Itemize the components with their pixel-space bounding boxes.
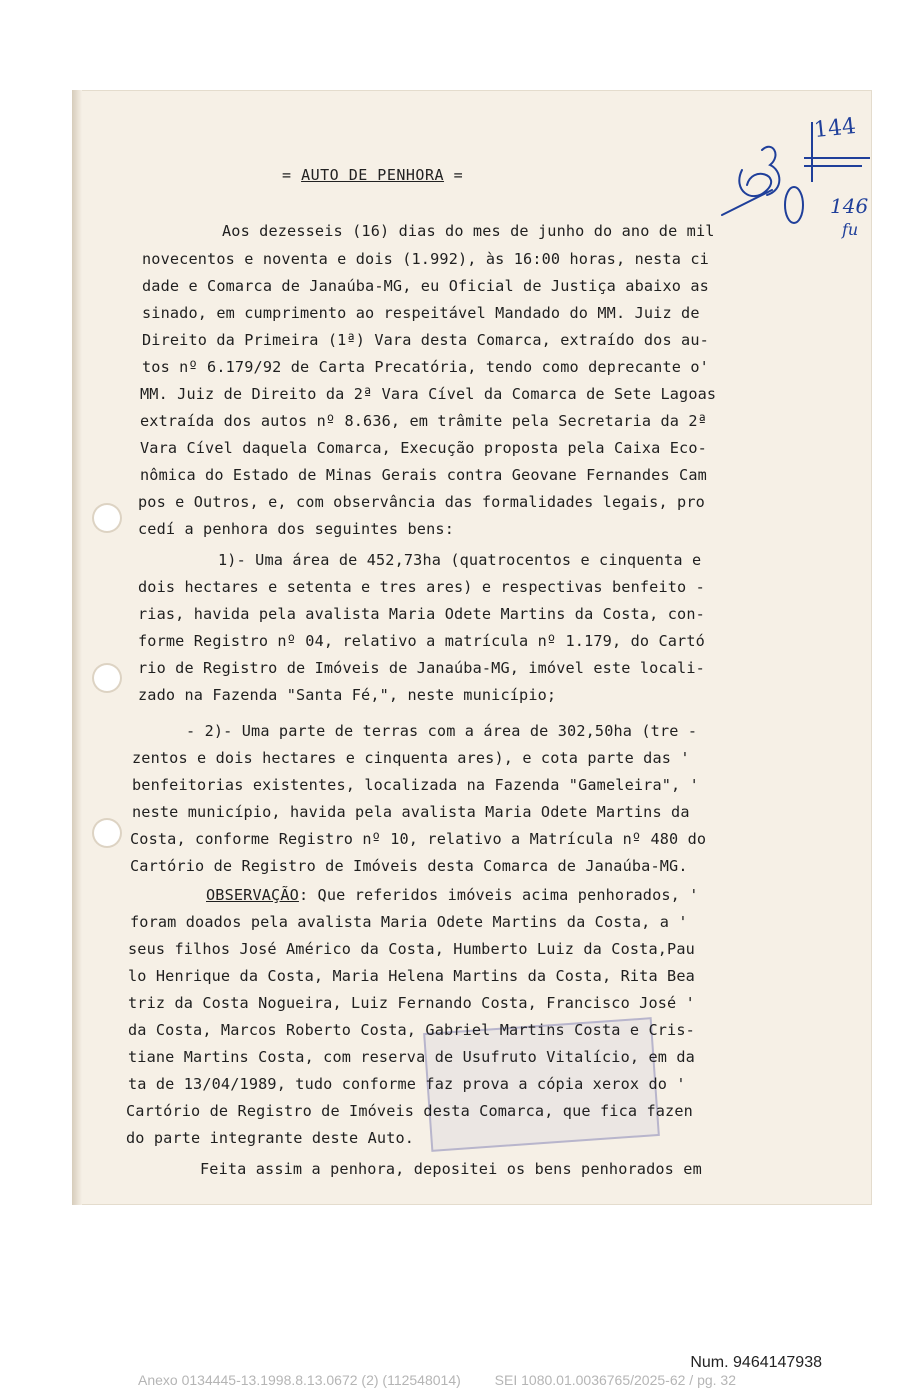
text-line: cedí a penhora dos seguintes bens: [138,520,454,538]
text-line: Direito da Primeira (1ª) Vara desta Comarca, extraído dos au- [142,331,709,349]
sei-reference: SEI 1080.01.0036765/2025-62 / pg. 32 [494,1372,736,1388]
text-line: seus filhos José Américo da Costa, Humberto Luiz da Costa,Pau [128,940,695,958]
text-line: do parte integrante deste Auto. [126,1129,415,1147]
text-line: Aos dezesseis (16) dias do mes de junho do ano de mil [222,222,715,240]
text-line: Cartório de Registro de Imóveis desta Comarca de Janaúba-MG. [130,857,688,875]
text-line: MM. Juiz de Direito da 2ª Vara Cível da Comarca de Sete Lagoas [140,385,717,403]
text-line: dade e Comarca de Janaúba-MG, eu Oficial de Justiça abaixo as [142,277,709,295]
scanned-page [72,90,872,1205]
text-line: zentos e dois hectares e cinquenta ares), e cota parte das ' [132,749,690,767]
text-line: forme Registro nº 04, relativo a matrícula nº 1.179, do Cartó [138,632,705,650]
observation-line [206,886,699,904]
text-line: ta de 13/04/1989, tudo conforme faz prova a cópia xerox do ' [128,1075,686,1093]
text-line: Vara Cível daquela Comarca, Execução proposta pela Caixa Eco- [140,439,707,457]
text-line: triz da Costa Nogueira, Luiz Fernando Costa, Francisco José ' [128,994,695,1012]
text-line: dois hectares e setenta e tres ares) e respectivas benfeito - [138,578,705,596]
text-line: pos e Outros, e, com observância das formalidades legais, pro [138,493,705,511]
text-line: foram doados pela avalista Maria Odete Martins da Costa, a ' [130,913,688,931]
text-line: tos nº 6.179/92 de Carta Precatória, tendo como deprecante o' [142,358,709,376]
text-line: - 2)- Uma parte de terras com a área de 302,50ha (tre - [186,722,698,740]
title-suffix: = [453,166,464,184]
text-line: extraída dos autos nº 8.636, em trâmite pela Secretaria da 2ª [140,412,707,430]
binder-hole-bottom [94,820,120,846]
text-line: 1)- Uma área de 452,73ha (quatrocentos e cinquenta e [218,551,702,569]
struck-folio-number: 144 [812,113,858,144]
text-line: benfeitorias existentes, localizada na Fazenda "Gameleira", ' [132,776,699,794]
observation-text: : Que referidos imóveis acima penhorados, ' [298,886,699,904]
document-title [282,166,463,184]
title-text: AUTO DE PENHORA [301,166,445,184]
folio-number: 146 [830,194,869,218]
text-line: Costa, conforme Registro nº 10, relativo a Matrícula nº 480 do [130,830,707,848]
text-line: nômica do Estado de Minas Gerais contra Geovane Fernandes Cam [140,466,707,484]
text-line: Cartório de Registro de Imóveis desta Comarca, que fica fazen [126,1102,693,1120]
text-line: novecentos e noventa e dois (1.992), às 16:00 horas, nesta ci [142,250,709,268]
binder-hole-top [94,505,120,531]
document-number: Num. 9464147938 [690,1354,822,1371]
footer-reference [138,1372,736,1388]
text-line: sinado, em cumprimento ao respeitável Mandado do MM. Juiz de [142,304,700,322]
text-line: Feita assim a penhora, depositei os bens penhorados em [200,1160,702,1178]
binder-hole-middle [94,665,120,691]
text-line: lo Henrique da Costa, Maria Helena Martins da Costa, Rita Bea [128,967,695,985]
observation-label: OBSERVAÇÃO [206,886,299,904]
page-edge-shadow [72,90,82,1205]
initials-scribble-mark [722,147,803,223]
text-line: zado na Fazenda "Santa Fé,", neste município; [138,686,557,704]
text-line: rias, havida pela avalista Maria Odete Martins da Costa, con- [138,605,705,623]
text-line: tiane Martins Costa, com reserva de Usufruto Vitalício, em da [128,1048,695,1066]
annex-reference: Anexo 0134445-13.1998.8.13.0672 (2) (112548014) [138,1372,461,1388]
text-line: rio de Registro de Imóveis de Janaúba-MG, imóvel este locali- [138,659,705,677]
folio-rubric: fu [842,220,859,239]
text-line: neste município, havida pela avalista Maria Odete Martins da [132,803,690,821]
title-prefix: = [282,166,292,184]
text-line: da Costa, Marcos Roberto Costa, Gabriel Martins Costa e Cris- [128,1021,695,1039]
